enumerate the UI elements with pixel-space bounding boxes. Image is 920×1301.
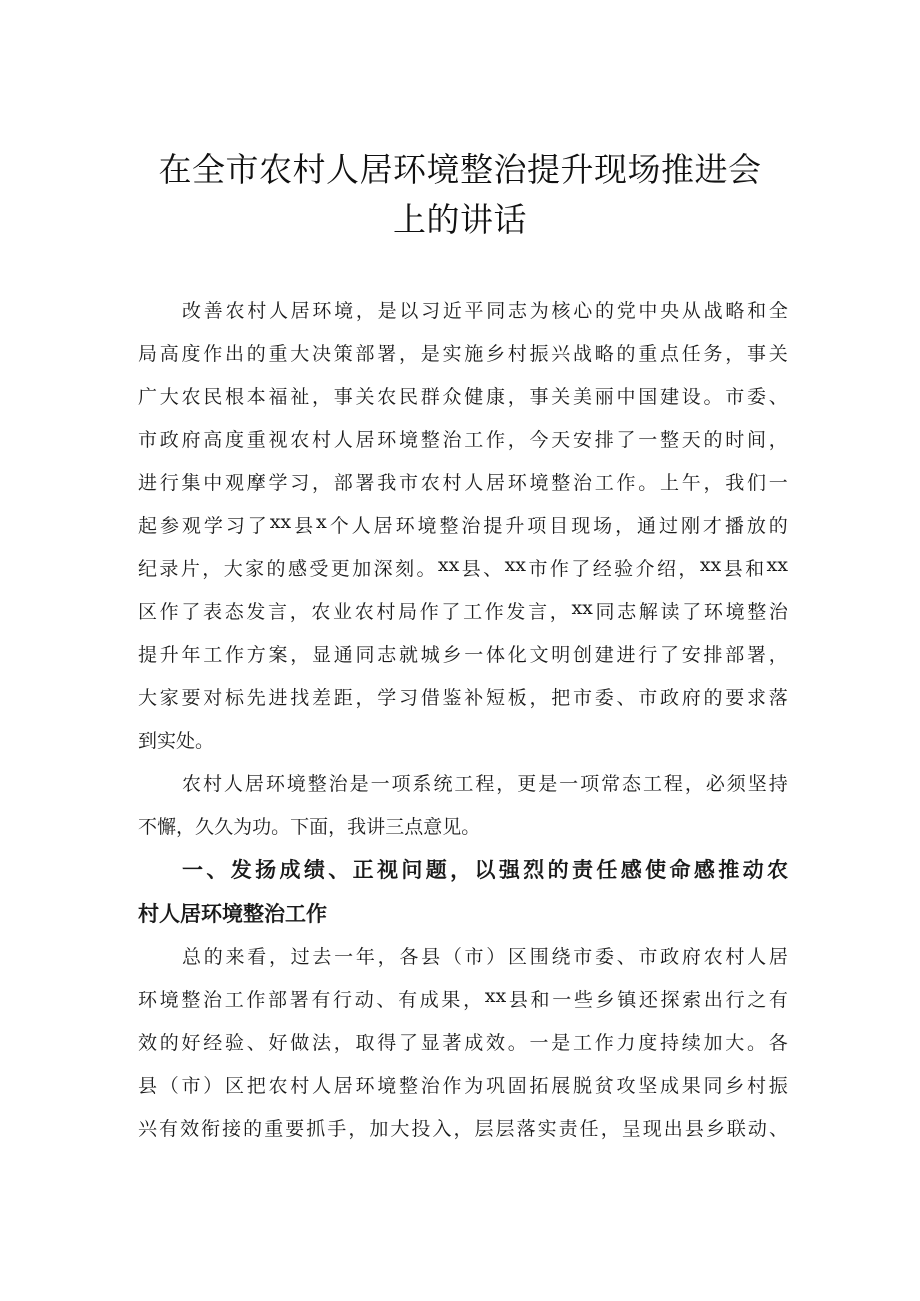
document-title-line-2: 上的讲话 [393,200,527,239]
body-line: 不 懈 ， 久 久 为 功 。 下 面 ， 我 讲 三 点 意 见 。 [138,816,481,838]
body-line: 进 行 集 中 观 摩 学 习 ， 部 署 我 市 农 村 人 居 环 境 整 治 工 作 。 上 午 ， 我 们 一 [138,472,788,494]
body-line: 到 实 处 。 [138,730,215,752]
body-line: 大 家 要 对 标 先 进 找 差 距 ， 学 习 借 鉴 补 短 板 ， 把 市 委 、 市 政 府 的 要 求 落 [138,687,788,709]
body-line: 局 高 度 作 出 的 重 大 决 策 部 署 ， 是 实 施 乡 村 振 兴 战 略 的 重 点 任 务 ， 事 关 [138,343,788,365]
document-title-line-1: 在全市农村人居环境整治提升现场推进会 [158,150,762,189]
body-line: 纪 录 片 ， 大 家 的 感 受 更 加 深 刻 。 xx 县 、 xx 市 作 了 经 验 介 绍 ， xx 县 和 xx [138,554,788,580]
body-line: 起 参 观 学 习 了 xx 县 x 个 人 居 环 境 整 治 提 升 项 目 现 场 ， 通 过 刚 才 播 放 的 [138,511,788,537]
body-line: 区 作 了 表 态 发 言 ， 农 业 农 村 局 作 了 工 作 发 言 ， xx 同 志 解 读 了 环 境 整 治 [138,597,788,623]
body-line: 农 村 人 居 环 境 整 治 是 一 项 系 统 工 程 ， 更 是 一 项 常 态 工 程 ， 必 须 坚 持 [182,773,788,795]
section-heading-line: 村 人 居 环 境 整 治 工 作 [138,902,327,926]
body-line: 兴 有 效 衔 接 的 重 要 抓 手 ， 加 大 投 入 ， 层 层 落 实 责 任 ， 呈 现 出 县 乡 联 动 、 [138,1118,788,1140]
body-line: 市 政 府 高 度 重 视 农 村 人 居 环 境 整 治 工 作 ， 今 天 安 排 了 一 整 天 的 时 间 ， [138,429,788,451]
body-line: 环 境 整 治 工 作 部 署 有 行 动 、 有 成 果 ， xx 县 和 一 些 乡 镇 还 探 索 出 行 之 有 [138,985,788,1011]
section-heading-line: 一 、 发 扬 成 绩 、 正 视 问 题 ， 以 强 烈 的 责 任 感 使 命 感 推 动 农 [182,858,788,882]
body-line: 广 大 农 民 根 本 福 祉 ， 事 关 农 民 群 众 健 康 ， 事 关 美 丽 中 国 建 设 。 市 委 、 [138,386,788,408]
body-line: 效 的 好 经 验 、 好 做 法 ， 取 得 了 显 著 成 效 。 一 是 工 作 力 度 持 续 加 大 。 各 [138,1032,788,1054]
body-line: 改 善 农 村 人 居 环 境 ， 是 以 习 近 平 同 志 为 核 心 的 党 中 央 从 战 略 和 全 [182,300,788,322]
body-line: 提 升 年 工 作 方 案 ， 显 通 同 志 就 城 乡 一 体 化 文 明 创 建 进 行 了 安 排 部 署 ， [138,644,788,666]
body-line: 县 （ 市 ） 区 把 农 村 人 居 环 境 整 治 作 为 巩 固 拓 展 脱 贫 攻 坚 成 果 同 乡 村 振 [138,1075,788,1097]
body-line: 总 的 来 看 ， 过 去 一 年 ， 各 县 （ 市 ） 区 围 绕 市 委 、 市 政 府 农 村 人 居 [182,946,788,968]
